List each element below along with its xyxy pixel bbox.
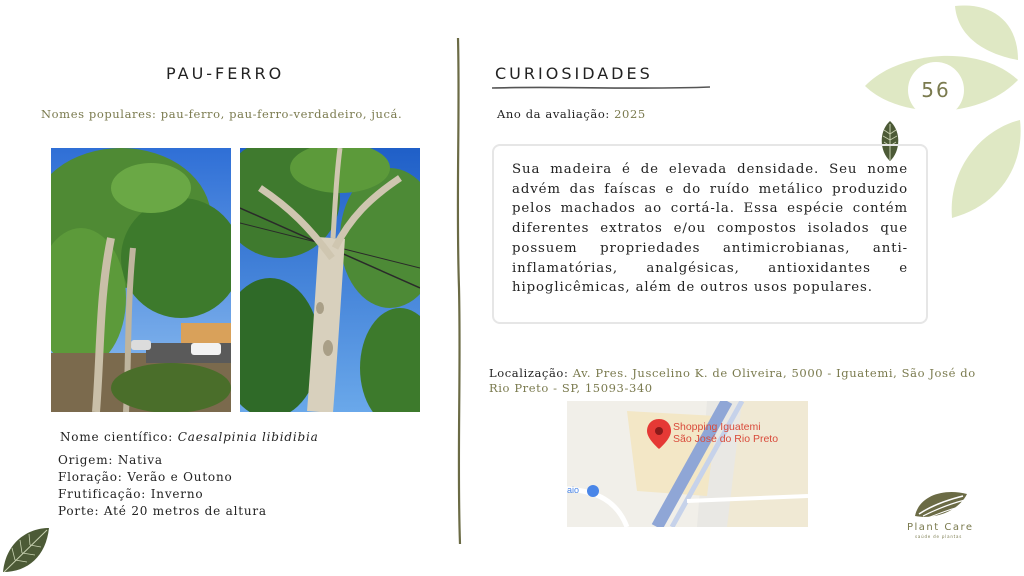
vertical-divider	[452, 38, 466, 544]
detail-fruiting: Frutificação: Inverno	[58, 487, 204, 501]
map-place-line1: Shopping Iguatemi	[673, 421, 761, 433]
curiosities-title: CURIOSIDADES	[495, 64, 653, 83]
evaluation-year-label: Ano da avaliação:	[497, 107, 615, 121]
logo-name: Plant Care	[907, 522, 974, 533]
plant-details	[58, 452, 267, 520]
evaluation-year	[497, 107, 646, 121]
scientific-name-value: Caesalpinia libidibia	[177, 430, 319, 444]
location-map[interactable]	[567, 401, 808, 527]
page-number: 56	[921, 78, 951, 102]
popular-names: Nomes populares: pau-ferro, pau-ferro-verdadeiro, jucá.	[41, 107, 403, 121]
map-side-label: aio	[567, 485, 580, 495]
location	[489, 366, 979, 396]
scientific-name-label: Nome científico:	[60, 430, 178, 444]
curiosity-text: Sua madeira é de elevada densidade. Seu nome advém das faíscas e do ruído metálico produzido pelos machados ao cortá-la. Essa espécie contém diferentes extratos e/ou compostos isolados que possuem propriedades antimicrobianas, anti-inflamatórias, analgésicas, antioxidantes e hipoglicêmicas, além de outros usos populares.	[512, 162, 908, 296]
plant-title: PAU-FERRO	[166, 64, 285, 83]
location-value: Av. Pres. Juscelino K. de Oliveira, 5000 - Iguatemi, São José do Rio Preto - SP, 15093-340	[489, 366, 976, 395]
tree-photo-1	[51, 148, 231, 412]
leaf-icon-bottom	[0, 522, 52, 576]
detail-origin: Origem: Nativa	[58, 453, 163, 467]
curiosity-box	[492, 144, 928, 324]
detail-flowering: Floração: Verão e Outono	[58, 470, 233, 484]
title-underline	[490, 84, 712, 92]
tree-photo-2	[240, 148, 420, 412]
logo-tagline: saúde de plantas	[915, 534, 963, 539]
map-place-line2: São José do Rio Preto	[673, 433, 779, 445]
evaluation-year-value: 2025	[614, 107, 646, 121]
location-label: Localização:	[489, 366, 573, 380]
detail-size: Porte: Até 20 metros de altura	[58, 504, 267, 518]
scientific-name	[60, 429, 319, 446]
plant-care-logo-icon	[913, 486, 969, 522]
page-number-badge	[908, 62, 964, 118]
